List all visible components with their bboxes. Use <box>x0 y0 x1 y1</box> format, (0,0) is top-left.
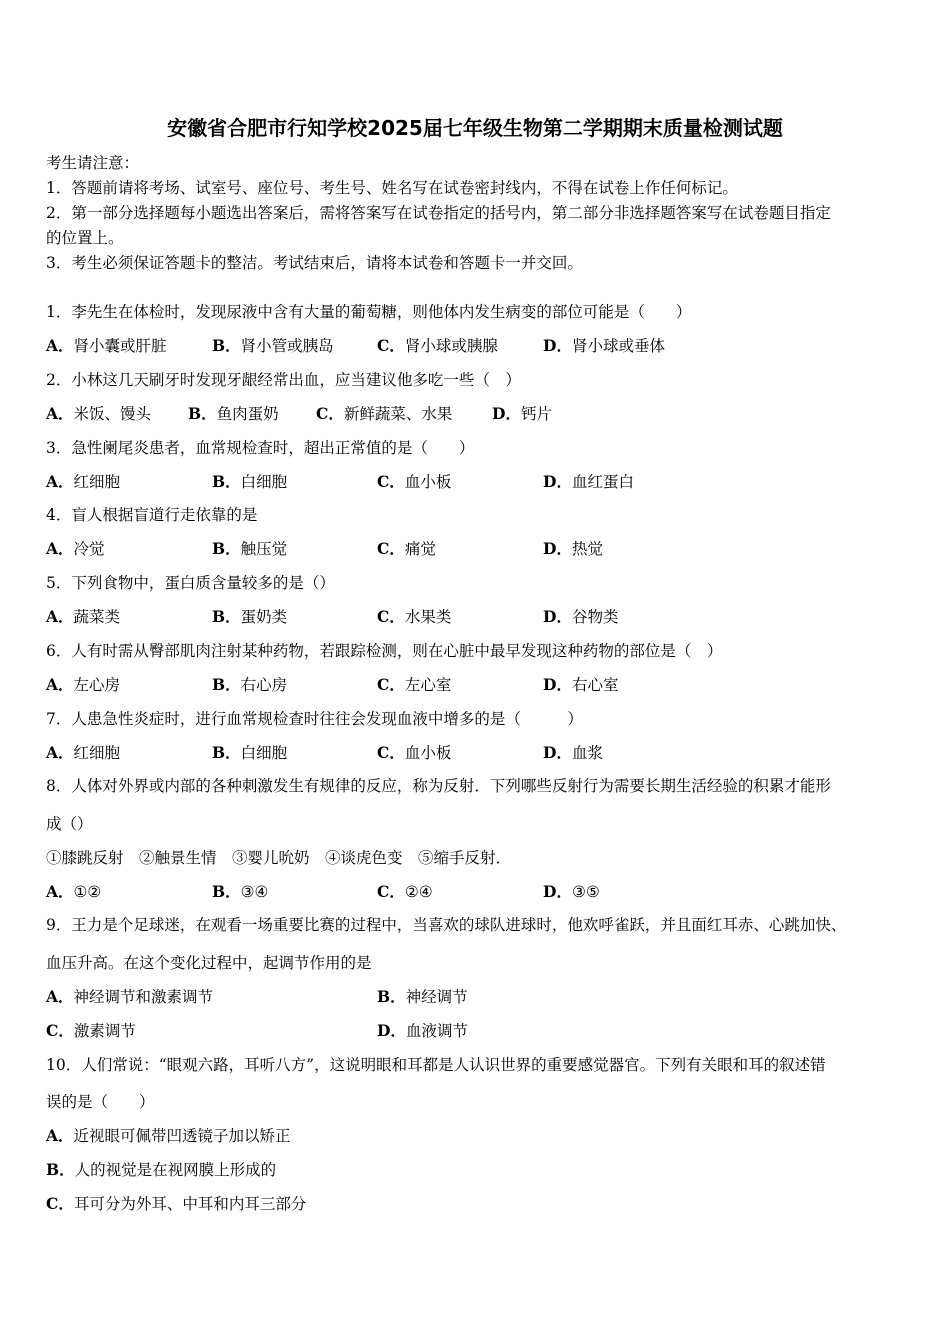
option-c[interactable]: C．肾小球或胰腺 <box>377 336 498 355</box>
option-d[interactable]: D．③⑤ <box>543 882 600 901</box>
option-a[interactable]: A．肾小囊或肝脏 <box>46 336 167 355</box>
option-c[interactable]: C．②④ <box>377 882 433 901</box>
question-stem: 5．下列食物中，蛋白质含量较多的是（） <box>46 574 335 592</box>
option-d[interactable]: D．血浆 <box>543 743 603 762</box>
question-stem-continued: 误的是（ ） <box>46 1093 155 1111</box>
question-stem: 4．盲人根据盲道行走依靠的是 <box>46 506 258 524</box>
option-a[interactable]: A．神经调节和激素调节 <box>46 987 214 1006</box>
option-d[interactable]: D．血液调节 <box>377 1021 468 1040</box>
question-stem-continued: 血压升高。在这个变化过程中，起调节作用的是 <box>46 954 372 972</box>
question-extra: ①膝跳反射 ②触景生情 ③婴儿吮奶 ④谈虎色变 ⑤缩手反射． <box>46 849 512 867</box>
question-stem: 9．王力是个足球迷，在观看一场重要比赛的过程中，当喜欢的球队进球时，他欢呼雀跃，并且面红耳赤、心跳加快、 <box>46 916 847 934</box>
notice-item: 3．考生必须保证答题卡的整洁。考试结束后，请将本试卷和答题卡一并交回。 <box>46 254 583 272</box>
option-d[interactable]: D．肾小球或垂体 <box>543 336 665 355</box>
option-a[interactable]: A．米饭、馒头 <box>46 404 152 423</box>
option-c[interactable]: C．痛觉 <box>377 539 436 558</box>
option-d[interactable]: D．右心室 <box>543 675 619 694</box>
question-stem: 3．急性阑尾炎患者，血常规检查时，超出正常值的是（ ） <box>46 439 475 457</box>
option-c[interactable]: C．左心室 <box>377 675 452 694</box>
question-stem: 8．人体对外界或内部的各种刺激发生有规律的反应，称为反射．下列哪些反射行为需要长期生活经验的积累才能形 <box>46 777 831 795</box>
option-c[interactable]: C．新鲜蔬菜、水果 <box>316 404 453 423</box>
notice-heading: 考生请注意： <box>46 154 140 172</box>
question-stem: 10．人们常说：“眼观六路，耳听八方”，这说明眼和耳都是人认识世界的重要感觉器官。下列有关眼和耳的叙述错 <box>46 1056 826 1074</box>
notice-item: 2．第一部分选择题每小题选出答案后，需将答案写在试卷指定的括号内，第二部分非选择题答案写在试卷题目指定 <box>46 204 831 222</box>
option-a[interactable]: A．冷觉 <box>46 539 105 558</box>
option-b[interactable]: B．白细胞 <box>212 472 288 491</box>
question-stem-continued: 成（） <box>46 815 93 833</box>
option-c[interactable]: C．血小板 <box>377 472 452 491</box>
option-b[interactable]: B．右心房 <box>212 675 288 694</box>
notice-item: 的位置上。 <box>46 229 124 247</box>
option-c[interactable]: C．血小板 <box>377 743 452 762</box>
option-a[interactable]: A．左心房 <box>46 675 121 694</box>
option-d[interactable]: D．热觉 <box>543 539 603 558</box>
option-d[interactable]: D．血红蛋白 <box>543 472 634 491</box>
page-title: 安徽省合肥市行知学校2025届七年级生物第二学期期末质量检测试题 <box>167 116 783 140</box>
option-c[interactable]: C．激素调节 <box>46 1021 136 1040</box>
option-a[interactable]: A．近视眼可佩带凹透镜子加以矫正 <box>46 1126 291 1145</box>
question-stem: 2．小林这几天刷牙时发现牙龈经常出血，应当建议他多吃一些（ ） <box>46 371 521 389</box>
option-b[interactable]: B．神经调节 <box>377 987 468 1006</box>
option-a[interactable]: A．红细胞 <box>46 743 121 762</box>
option-b[interactable]: B．人的视觉是在视网膜上形成的 <box>46 1160 277 1179</box>
option-d[interactable]: D．钙片 <box>492 404 552 423</box>
option-b[interactable]: B．蛋奶类 <box>212 607 288 626</box>
option-c[interactable]: C．水果类 <box>377 607 452 626</box>
question-stem: 7．人患急性炎症时，进行血常规检查时往往会发现血液中增多的是（ ） <box>46 710 583 728</box>
option-c[interactable]: C．耳可分为外耳、中耳和内耳三部分 <box>46 1194 307 1213</box>
question-stem: 6．人有时需从臀部肌肉注射某种药物，若跟踪检测，则在心脏中最早发现这种药物的部位是（ ） <box>46 642 723 660</box>
option-b[interactable]: B．触压觉 <box>212 539 288 558</box>
option-b[interactable]: B．白细胞 <box>212 743 288 762</box>
option-b[interactable]: B．鱼肉蛋奶 <box>188 404 279 423</box>
option-d[interactable]: D．谷物类 <box>543 607 619 626</box>
option-b[interactable]: B．③④ <box>212 882 269 901</box>
notice-item: 1．答题前请将考场、试室号、座位号、考生号、姓名写在试卷密封线内，不得在试卷上作任何标记。 <box>46 179 738 197</box>
option-a[interactable]: A．①② <box>46 882 102 901</box>
option-a[interactable]: A．红细胞 <box>46 472 121 491</box>
option-a[interactable]: A．蔬菜类 <box>46 607 121 626</box>
question-stem: 1．李先生在体检时，发现尿液中含有大量的葡萄糖，则他体内发生病变的部位可能是（ ） <box>46 303 692 321</box>
option-b[interactable]: B．肾小管或胰岛 <box>212 336 334 355</box>
